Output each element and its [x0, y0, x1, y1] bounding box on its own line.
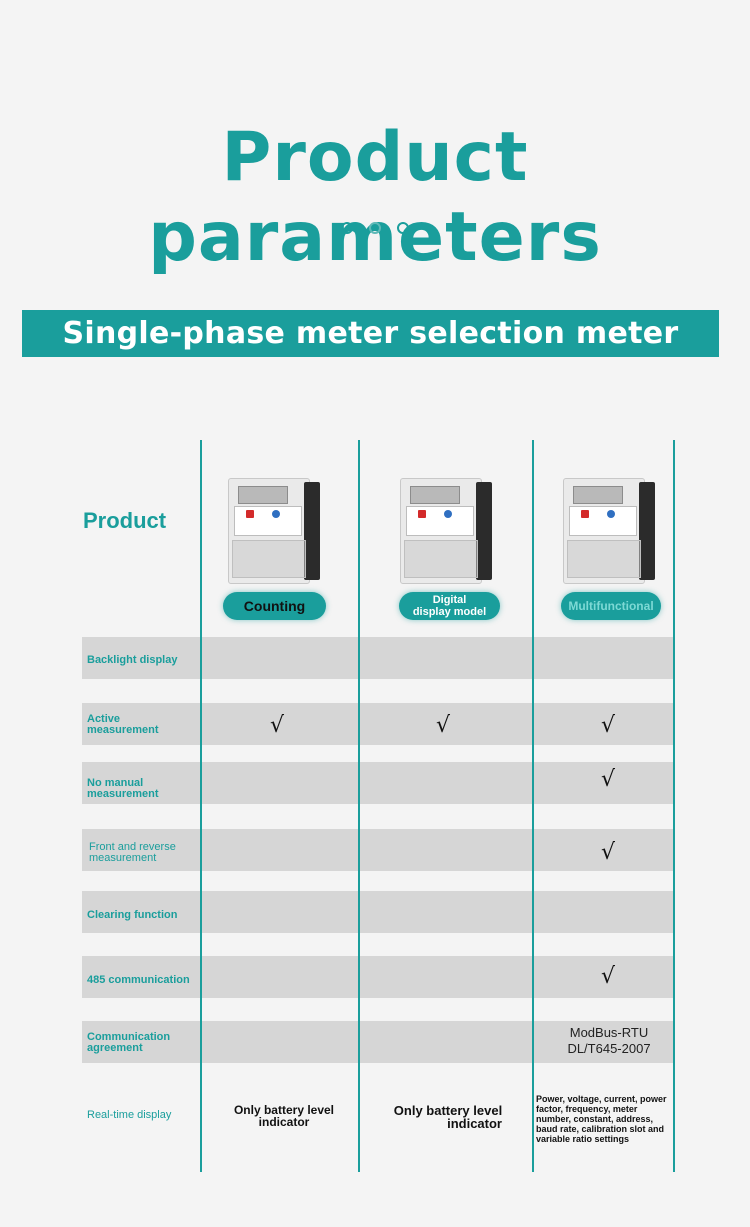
check-mark: √ [601, 840, 616, 865]
row-label-485: 485 communication [87, 974, 190, 986]
meter-image-counting [228, 472, 320, 584]
check-mark: √ [601, 713, 616, 738]
label-line: measurement [87, 724, 159, 736]
row-no-manual [82, 762, 674, 804]
column-divider [532, 440, 534, 1172]
protocol-line: ModBus-RTU [569, 1025, 649, 1040]
product-header: Product [83, 508, 167, 533]
row-active [82, 703, 674, 745]
realtime-value-multifunctional: Power, voltage, current, power factor, frequency, meter number, constant, address, baud rate, calibration slot and variable ratio settings [536, 1094, 667, 1144]
meter-image-digital [400, 472, 492, 584]
row-label-no-manual [87, 778, 159, 800]
product-badge-digital [399, 592, 500, 620]
row-label-clearing: Clearing function [87, 909, 178, 921]
row-label-backlight: Backlight display [87, 654, 178, 666]
value-line: indicator [447, 1116, 502, 1131]
column-divider [673, 440, 675, 1172]
check-mark: √ [601, 767, 616, 792]
protocol-line: DL/T645-2007 [567, 1041, 651, 1056]
row-label-front-reverse [89, 842, 176, 864]
column-divider [200, 440, 202, 1172]
dot-icon [341, 222, 353, 234]
label-line: measurement [89, 852, 157, 864]
label-line: Front and reverse [89, 841, 176, 853]
row-label-active [87, 714, 159, 736]
column-divider [358, 440, 360, 1172]
dot-icon [369, 222, 381, 234]
check-mark: √ [270, 713, 285, 738]
badge-line: Digital [432, 594, 467, 606]
check-mark: √ [601, 964, 616, 989]
row-label-protocol [87, 1032, 170, 1054]
value-line: Only battery level [233, 1103, 335, 1117]
label-line: Communication [87, 1031, 171, 1043]
badge-line: display model [412, 606, 487, 618]
meter-image-multifunctional [563, 472, 655, 584]
realtime-value-digital [384, 1104, 512, 1130]
product-badge-counting: Counting [223, 592, 326, 620]
label-line: measurement [87, 788, 159, 800]
realtime-value-counting [222, 1104, 346, 1128]
label-line: No manual [87, 777, 144, 789]
dot-icon [397, 222, 409, 234]
value-line: indicator [258, 1115, 310, 1129]
page-title: Product parameters [148, 118, 602, 277]
label-line: Active [87, 713, 121, 725]
value-line: Only battery level [393, 1103, 503, 1118]
check-mark: √ [436, 713, 451, 738]
pagination-dots [341, 222, 409, 234]
section-banner: Single-phase meter selection meter [22, 310, 719, 357]
label-line: agreement [87, 1042, 143, 1054]
row-label-realtime: Real-time display [87, 1109, 172, 1121]
protocol-value [553, 1025, 665, 1057]
product-badge-multifunctional: Multifunctional [561, 592, 661, 620]
